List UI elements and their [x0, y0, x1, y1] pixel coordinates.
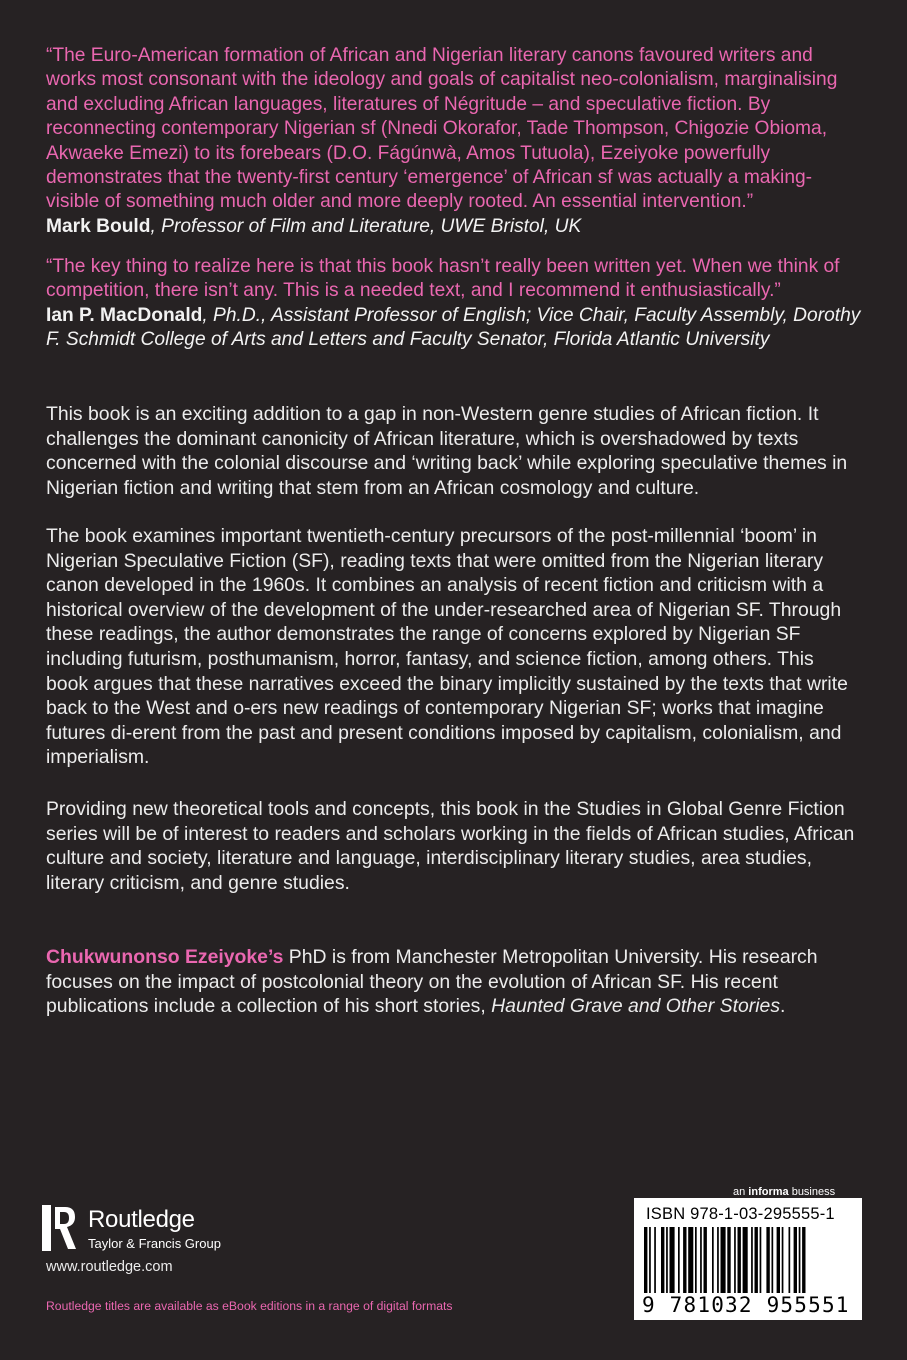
barcode-bar: [644, 1227, 647, 1299]
isbn-label: ISBN 978-1-03-295555-1: [646, 1205, 835, 1223]
barcode-bar: [654, 1227, 656, 1299]
barcode-bar: [760, 1227, 762, 1299]
barcode-bar: [743, 1227, 748, 1299]
publisher-url: www.routledge.com: [46, 1259, 173, 1275]
barcode-bars: [642, 1227, 854, 1299]
informa-brand: informa: [748, 1186, 789, 1198]
informa-business-tag: [733, 1186, 835, 1198]
quote-2-text: “The key thing to realize here is that this book hasn’t really been written yet. When we think of competition, there isn’t any. This is a needed text, and I recommend it enthusiastically.”: [46, 256, 840, 302]
barcode-bar: [704, 1227, 707, 1299]
barcode-bar: [734, 1227, 736, 1299]
barcode-bar: [712, 1227, 714, 1299]
informa-suffix: business: [788, 1186, 836, 1198]
barcode-bar: [802, 1227, 805, 1299]
barcode-bar: [700, 1227, 702, 1299]
publisher-group: Taylor & Francis Group: [88, 1236, 221, 1251]
barcode-bar: [670, 1227, 675, 1299]
publisher-logo: [42, 1205, 302, 1251]
barcode-digits: 9 781032 955551: [642, 1293, 854, 1317]
barcode-bar: [799, 1227, 801, 1299]
barcode-bar: [755, 1227, 758, 1299]
author-book-title: Haunted Grave and Other Stories: [491, 995, 781, 1018]
quote-2-author: Ian P. MacDonald: [46, 304, 203, 326]
quote-1-attribution: [46, 215, 861, 239]
barcode-bar: [688, 1227, 693, 1299]
barcode-bar: [666, 1227, 668, 1299]
barcode-bar: [727, 1227, 730, 1299]
quote-2-attribution: [46, 304, 861, 353]
informa-prefix: an: [733, 1186, 749, 1198]
barcode-bar: [661, 1227, 664, 1299]
author-bio-end: .: [780, 995, 786, 1018]
barcode-bar: [721, 1227, 726, 1299]
description-paragraph-2: The book examines important twentieth-century precursors of the post-millennial ‘boom’ in Nigerian Speculative Fiction (SF), reading texts that were omitted from the Nigerian literary canon developed in the 1960s. It combines an analysis of recent fiction and criticism with a historical overview of the development of the under-researched area of Nigerian SF. Through these readings, the author demonstrates the range of concerns explored by Nigerian SF including futurism, posthumanism, horror, fantasy, and science fiction, among others. This book argues that these narratives exceed the binary implicitly sustained by the texts that write back to the West and o-ers new readings of contemporary Nigerian SF; works that imagine futures di-erent from the past and present conditions imposed by capitalism, colonialism, and imperialism.: [46, 525, 848, 769]
quote-1-author: Mark Bould: [46, 215, 151, 237]
barcode-bar: [772, 1227, 774, 1299]
barcode-bar: [683, 1227, 686, 1299]
barcode-bar: [717, 1227, 719, 1299]
barcode-bar: [678, 1227, 680, 1299]
endorsement-quote-1: [46, 44, 861, 239]
description-paragraph-3: Providing new theoretical tools and concepts, this book in the Studies in Global Genre Fiction series will be of interest to readers and scholars working in the fields of African studies, African culture and society, literature and language, interdisciplinary literary studies, area studies, literary criticism, and genre studies.: [46, 798, 855, 894]
barcode-bar: [649, 1227, 651, 1299]
routledge-r-icon: [42, 1205, 76, 1251]
barcode-bar: [695, 1227, 697, 1299]
quote-1-text: “The Euro-American formation of African and Nigerian literary canons favoured writers and works most consonant with the ideology and goals of capitalist neo-colonialism, marginalising and excluding African languages, literatures of Négritude – and speculative fiction. By reconnecting contemporary Nigerian sf (Nnedi Okorafor, Tade Thompson, Chigozie Obioma, Akwaeke Emezi) to its forebears (D.O. Fágúnwà, Amos Tutuola), Ezeiyoke powerfully demonstrates that the twenty-first century ‘emergence’ of African sf was actually a making-visible of something much older and more deeply rooted. An essential intervention.”: [46, 45, 838, 213]
barcode-bar: [789, 1227, 791, 1299]
barcode-bar: [738, 1227, 741, 1299]
ebook-note: Routledge titles are available as eBook editions in a range of digital formats: [46, 1299, 453, 1313]
barcode-bar: [751, 1227, 753, 1299]
quote-2-author-title: , Ph.D., Assistant Professor of English; Vice Chair, Faculty Assembly, Dorothy F. Schmidt College of Arts and Letters and Faculty Senator, Florida Atlantic University: [46, 304, 861, 351]
quote-1-author-title: , Professor of Film and Literature, UWE Bristol, UK: [150, 215, 582, 237]
barcode-bar: [782, 1227, 784, 1299]
endorsement-quote-2: [46, 255, 861, 353]
author-bio-text: PhD is from Manchester Metropolitan University. His research focuses on the impact of postcolonial theory on the evolution of African SF. His recent publications include a collection of his short stories,: [46, 946, 818, 1018]
author-name: Chukwunonso Ezeiyoke’s: [46, 946, 284, 968]
author-bio: [46, 945, 861, 1019]
publisher-name: Routledge: [88, 1206, 195, 1233]
description-paragraph-1: This book is an exciting addition to a gap in non-Western genre studies of African fiction. It challenges the dominant canonicity of African literature, which is overshadowed by texts concerned with the colonial discourse and ‘writing back’ while exploring speculative themes in Nigerian fiction and writing that stem from an African cosmology and culture.: [46, 403, 848, 499]
barcode-bar: [794, 1227, 797, 1299]
barcode-bar: [777, 1227, 780, 1299]
barcode-bar: [766, 1227, 769, 1299]
